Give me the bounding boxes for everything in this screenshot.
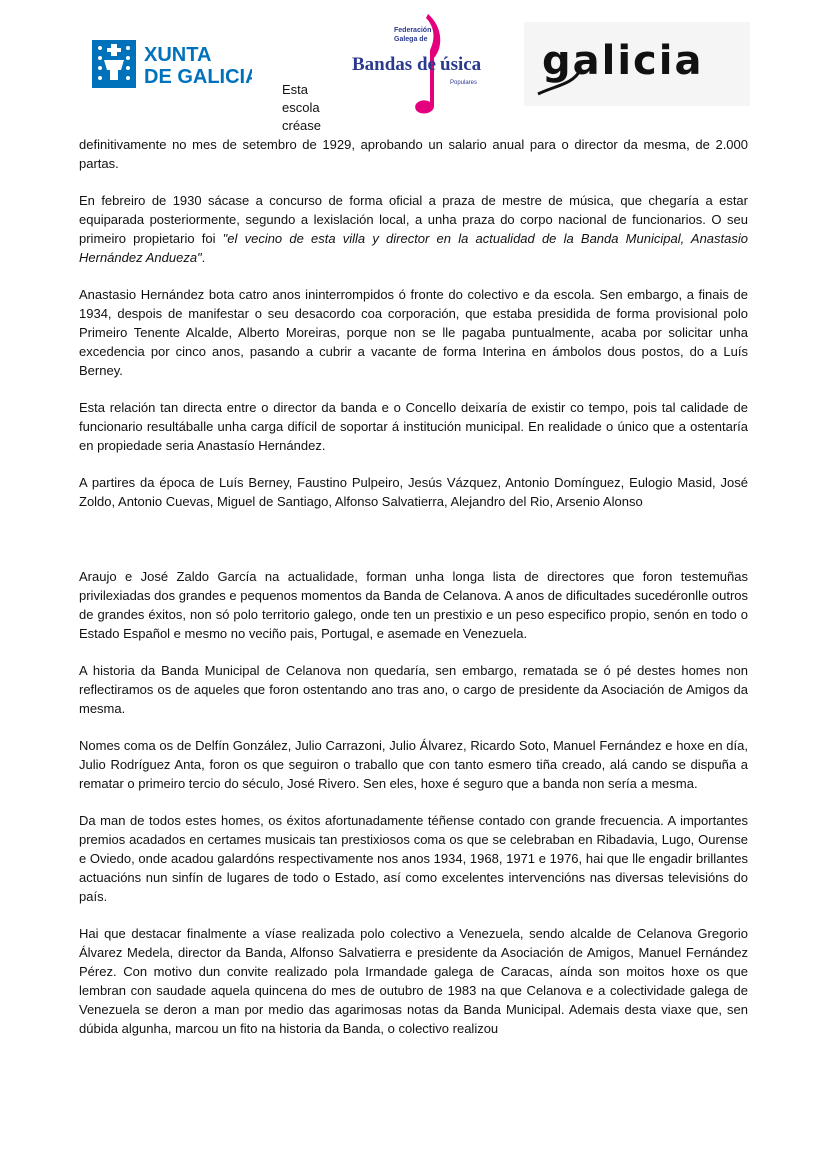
paragraph: Esta relación tan directa entre o director da banda e o Concello deixaría de existir co tempo, pois tal calidade de funcionario resultáballe unha carga difícil de soportar á institución municipal. En realidade o único que a ostentaría en propiedade seria Anastasío Hernández.: [79, 400, 748, 453]
paragraph: Anastasio Hernández bota catro anos ininterrompidos ó fronte do colectivo e da escola. Sen embargo, a finais de 1934, despois de manifestar o seu desacordo coa corporación, que estaba presidida de forma provisional polo Primeiro Tenente Alcalde, Alberto Moreiras, porque non se lle pagaba puntualmente, acaba por solicitar unha excedencia por cinco anos, pasando a cubrir a vacante de forma Interina en ámbolos dous postos, do a Luís Berney.: [79, 287, 748, 378]
document-body: [79, 135, 748, 1056]
paragraph: Araujo e José Zaldo García na actualidade, forman unha longa lista de directores que foron testemuñas privilexiadas dos grandes e pequenos momentos da Banda de Celanova. A anos de dificultades sucedéronlle outros de grandes éxitos, non só polo territorio galego, onde ten un prestixio e un peso especifico propio, senón en todo o Estado Español e mesmo no veciño pais, Portugal, e asemade en Venezuela.: [79, 569, 748, 641]
paragraph-text: En febreiro de 1930 sácase a concurso de forma oficial a praza de mestre de música, que chegaría a estar equiparada posteriormente, segundo a lexislación local, a unha praza do corpo nacional de funcionarios. O seu primeiro propietario foi: [79, 193, 748, 246]
side-word: escola: [282, 100, 320, 115]
side-word: Esta: [282, 82, 309, 97]
federacion-main-post: úsica: [440, 54, 482, 75]
galicia-logo: [524, 22, 750, 106]
federacion-small2: Galega de: [394, 36, 428, 43]
side-word: créase: [282, 118, 322, 133]
xunta-line1: XUNTA: [144, 44, 212, 66]
quotation: "el vecino de esta villa y director en la actualidad de la Banda Municipal, Anastasio Hernández Andueza": [79, 231, 748, 265]
galicia-logo-text: galicia: [542, 38, 704, 84]
blank-space: [79, 529, 748, 567]
federacion-bandas-logo: [350, 10, 482, 118]
paragraph: Da man de todos estes homes, os éxitos afortunadamente téñense contado con grande frecuencia. A importantes premios acadados en certames musicais tan prestixiosos coma os que se celebraban en Ribadavia, Lugo, Ourense e Oviedo, onde acadou galardóns respectivamente nos anos 1934, 1968, 1971 e 1976, hai que lle engadir brillantes actuacións nun sinfín de lugares de todo o Estado, así como excelentes intervencións nas diversas televisións do país.: [79, 813, 748, 904]
paragraph-text: .: [201, 250, 206, 265]
paragraph: [79, 191, 748, 267]
paragraph: Nomes coma os de Delfín González, Julio Carrazoni, Julio Álvarez, Ricardo Soto, Manuel Fernández e hoxe en día, Julio Rodríguez Anta, foron os que seguiron o traballo que con tanto esmero tiña creado, alá cando se dispuña a rematar o primeiro tercio do século, José Rivero. Sen eles, hoxe é seguro que a banda non sería a mesma.: [79, 738, 748, 791]
xunta-de-galicia-logo: [92, 40, 252, 90]
federacion-main-pre: Bandas de: [352, 54, 436, 75]
xunta-line2: DE GALICIA: [144, 66, 252, 88]
paragraph: A historia da Banda Municipal de Celanova non quedaría, sen embargo, rematada se ó pé destes homes non reflectiramos os de aqueles que foron ostentando ano tras ano, o cargo de presidente da Asociación de Amigos da mesma.: [79, 663, 748, 716]
federacion-bottom: Populares: [450, 80, 478, 86]
paragraph: A partires da época de Luís Berney, Faustino Pulpeiro, Jesús Vázquez, Antonio Domínguez, Eulogio Masid, José Zoldo, Antonio Cuevas, Miguel de Santiago, Alfonso Salvatierra, Alejandro del Rio, Arsenio Alonso: [79, 475, 748, 509]
paragraph: Hai que destacar finalmente a víase realizada polo colectivo a Venezuela, sendo alcalde de Celanova Gregorio Álvarez Medela, director da Banda, Alfonso Salvatierra e presidente da Asociación de Amigos, Manuel Fernández Pérez. Con motivo dun convite realizado pola Irmandade galega de Caracas, aínda son moitos hoxe os que lembran con saudade aquela quincena do mes de outubro de 1983 na que Celanova e a colectividade galega de Venezuela se deron a man por medio das agarimosas notas da Banda Municipal. Ademais desta viaxe que, sen dúbida algunha, marcou un fito na historia da Banda, o colectivo realizou: [79, 926, 748, 1036]
side-words: [282, 81, 321, 135]
federacion-small1: Federación: [394, 27, 432, 34]
paragraph: definitivamente no mes de setembro de 1929, aprobando un salario anual para o director da mesma, de 2.000 partas.: [79, 137, 748, 171]
